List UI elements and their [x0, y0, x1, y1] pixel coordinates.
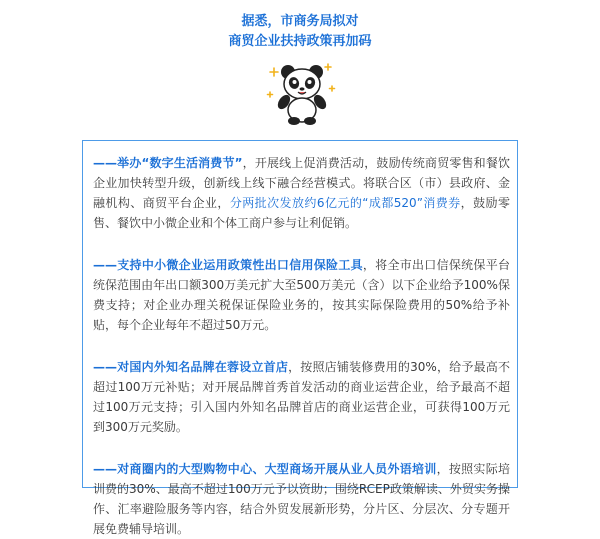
policy-box — [82, 140, 518, 536]
policy-text-1b: ，鼓励零售、餐饮中小微企业和个体工商户参与让利促销。 — [93, 196, 510, 230]
policy-lead-4: ——对商圈内的大型购物中心、大型商场开展从业人员外语培训 — [93, 462, 437, 476]
policy-text-4: ，按照实际培训费的30%、最高不超过100万元予以资助；围绕RCEP政策解读、外贸实务操作、汇率避险服务等内容，结合外贸发展新形势，分片区、分层次、分专题开展免费辅导培训。 — [93, 462, 510, 536]
policy-paragraph-1 — [93, 153, 510, 233]
policy-text-1a: ，开展线上促消费活动，鼓励传统商贸零售和餐饮企业加快转型升级，创新线上线下融合经营模式。将联合区（市）县政府、金融机构、商贸平台企业， — [93, 156, 510, 210]
panda-mascot-icon — [262, 58, 342, 128]
policy-lead-3: ——对国内外知名品牌在蓉设立首店 — [93, 360, 289, 374]
policy-text-2: ，将全市出口信保统保平台统保范围由年出口额300万美元扩大至500万美元（含）以下企业给予100%保费支持；对企业办理关税保证保险业务的，按其实际保险费用的50%给予补贴，每个企业每年不超过50万元。 — [93, 258, 510, 332]
policy-highlight-1: 分两批次发放约6亿元的“成都520”消费券 — [229, 196, 461, 210]
article-header — [0, 12, 600, 52]
policy-lead-1: ——举办“数字生活消费节” — [93, 156, 243, 170]
policy-paragraph-4 — [93, 459, 510, 539]
policy-lead-2: ——支持中小微企业运用政策性出口信用保险工具 — [93, 258, 363, 272]
policy-paragraph-2 — [93, 255, 510, 335]
policy-paragraph-3 — [93, 357, 510, 437]
header-line-1: 据悉，市商务局拟对 — [241, 14, 359, 29]
header-line-2: 商贸企业扶持政策再加码 — [228, 34, 372, 49]
policy-text-3: ，按照店铺装修费用的30%，给予最高不超过100万元补贴；对开展品牌首秀首发活动的商业运营企业，给予最高不超过100万元支持；引入国内外知名品牌首店的商业运营企业，可获得100万元到300万元奖励。 — [93, 360, 510, 434]
